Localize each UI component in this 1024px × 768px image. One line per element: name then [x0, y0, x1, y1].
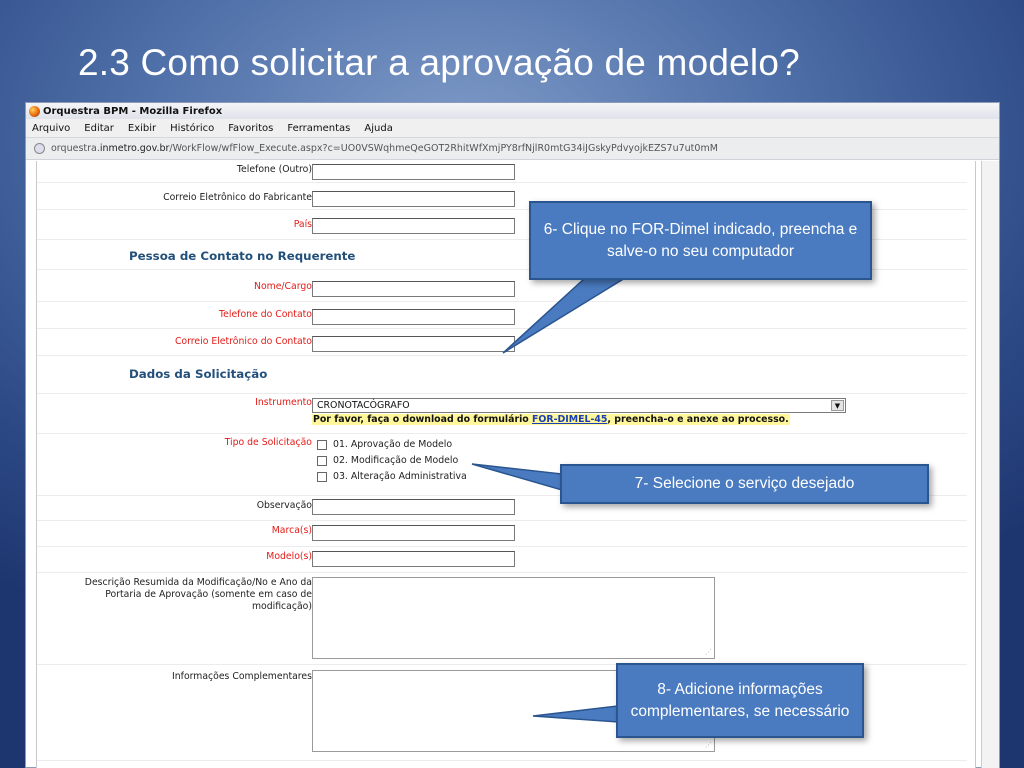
url-text[interactable]: orquestra.inmetro.gov.br/WorkFlow/wfFlow_Execute.aspx?c=UO0VSWqhmeQeGOT2RhitWfXmjPY8rfNjlR0mtG34iJGskyPdvyojkEZS7u7ut0mM: [51, 143, 718, 154]
section-title-contato: Pessoa de Contato no Requerente: [129, 249, 356, 263]
menu-ferramentas[interactable]: Ferramentas: [287, 122, 351, 134]
menu-favoritos[interactable]: Favoritos: [228, 122, 274, 134]
instrumento-selected: CRONOTACÓGRAFO: [317, 400, 410, 411]
instrumento-select[interactable]: [312, 398, 846, 413]
checkbox[interactable]: [317, 456, 327, 466]
marca-input[interactable]: [312, 525, 515, 541]
vertical-scrollbar[interactable]: [981, 161, 999, 768]
callout-8: 8- Adicione informações complementares, se necessário: [616, 663, 864, 738]
checkbox[interactable]: [317, 440, 327, 450]
download-note: Por favor, faça o download do formulário FOR-DIMEL-45, preencha-o e anexe ao processo.: [313, 414, 789, 425]
menu-ajuda[interactable]: Ajuda: [364, 122, 393, 134]
tipo-option-1[interactable]: 01. Aprovação de Modelo: [317, 439, 452, 450]
menu-exibir[interactable]: Exibir: [127, 122, 157, 134]
form-row: [37, 394, 967, 434]
callout-6: 6- Clique no FOR-Dimel indicado, preencha e salve-o no seu computador: [529, 201, 872, 280]
chevron-down-icon[interactable]: ▼: [831, 400, 844, 411]
tipo-option-2[interactable]: 02. Modificação de Modelo: [317, 455, 458, 466]
field-label: Observação: [256, 500, 312, 511]
correio-fabricante-input[interactable]: [312, 191, 515, 207]
field-label: Telefone (Outro): [236, 164, 312, 175]
section-title-solicitacao: Dados da Solicitação: [129, 367, 268, 381]
field-label: Nome/Cargo: [254, 281, 312, 292]
tipo-option-3[interactable]: 03. Alteração Administrativa: [317, 471, 467, 482]
menu-editar[interactable]: Editar: [84, 122, 114, 134]
form-row: [37, 573, 967, 665]
field-label: Modelo(s): [266, 551, 312, 562]
globe-icon: [34, 143, 45, 154]
field-label: Telefone do Contato: [219, 309, 312, 320]
address-bar[interactable]: [26, 138, 999, 160]
menu-historico[interactable]: Histórico: [170, 122, 215, 134]
form-row: [37, 521, 967, 547]
field-label: Informações Complementares: [172, 671, 312, 682]
resize-grip-icon[interactable]: ⋰: [705, 648, 712, 656]
field-label: Tipo de Solicitação: [224, 437, 312, 448]
firefox-icon: [29, 106, 40, 117]
form-row: [37, 329, 967, 356]
form-row: [37, 302, 967, 329]
pais-input[interactable]: [312, 218, 515, 234]
nome-cargo-input[interactable]: [312, 281, 515, 297]
field-label: Correio Eletrônico do Contato: [174, 336, 312, 347]
field-label: Instrumento: [255, 397, 312, 408]
menu-bar: [26, 119, 999, 138]
field-label: Correio Eletrônico do Fabricante: [163, 192, 312, 203]
form-row: [37, 161, 967, 183]
observacao-input[interactable]: [312, 499, 515, 515]
correio-contato-input[interactable]: [312, 336, 515, 352]
section-row: [37, 356, 967, 394]
field-label: País: [293, 219, 312, 230]
window-title: Orquestra BPM - Mozilla Firefox: [43, 105, 223, 117]
telefone-outro-input[interactable]: [312, 164, 515, 180]
for-dimel-link[interactable]: FOR-DIMEL-45: [532, 414, 608, 425]
menu-arquivo[interactable]: Arquivo: [32, 122, 71, 134]
callout-7: 7- Selecione o serviço desejado: [560, 464, 929, 504]
checkbox[interactable]: [317, 472, 327, 482]
window-titlebar: [26, 103, 999, 119]
modelo-input[interactable]: [312, 551, 515, 567]
resize-grip-icon[interactable]: ⋰: [705, 741, 712, 749]
telefone-contato-input[interactable]: [312, 309, 515, 325]
field-label: Descrição Resumida da Modificação/No e Ano da Portaria de Aprovação (somente em caso de modificação): [84, 577, 312, 612]
form-row: [37, 547, 967, 573]
slide-title: 2.3 Como solicitar a aprovação de modelo?: [78, 42, 800, 83]
field-label: Marca(s): [271, 525, 312, 536]
descricao-textarea[interactable]: [312, 577, 715, 659]
